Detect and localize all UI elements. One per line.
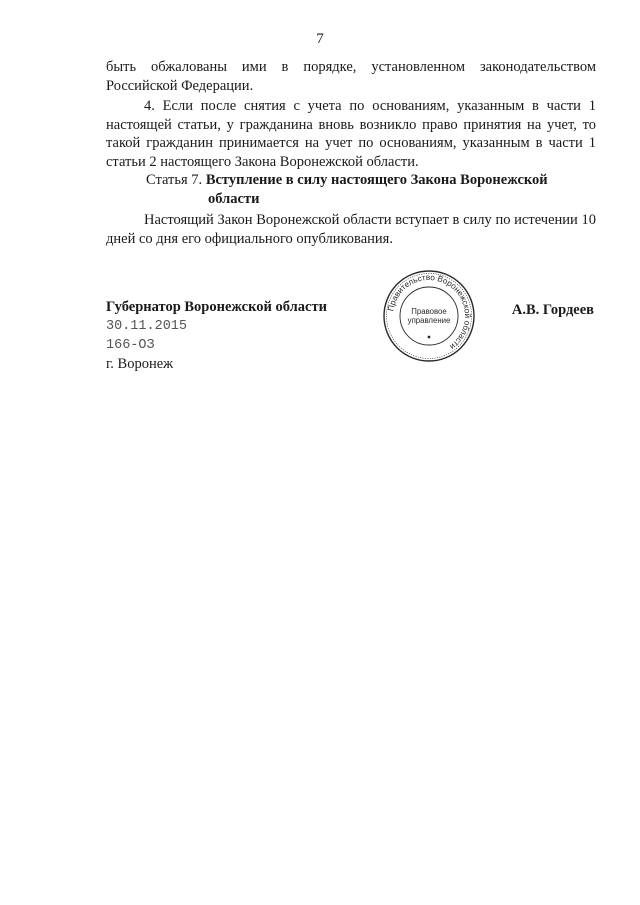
law-date: 30.11.2015: [106, 318, 188, 334]
article-title-continued: области: [208, 190, 260, 207]
signature-block: [106, 298, 327, 373]
article-heading: [146, 171, 606, 208]
seal-inner-line2: управление: [407, 316, 451, 325]
city-name: г. Воронеж: [106, 355, 174, 372]
page-number: 7: [316, 31, 324, 47]
law-number: 166-ОЗ: [106, 337, 155, 353]
paragraph-effective-date: Настоящий Закон Воронежской области вступает в силу по истечении 10 дней со дня его официального опубликования.: [106, 212, 596, 247]
seal-outer-text: Правительство Воронежской области: [386, 272, 473, 352]
official-seal: [382, 269, 476, 363]
article-number: Статья 7.: [146, 172, 203, 188]
paragraph-continuation: быть обжалованы ими в порядке, установленном законодательством Российской Федерации.: [106, 59, 596, 94]
seal-graphic: [382, 269, 476, 363]
signatory-name: А.В. Гордеев: [511, 302, 594, 318]
governor-title: Губернатор Воронежской области: [106, 299, 327, 315]
paragraph-item-4: 4. Если после снятия с учета по основаниям, указанным в части 1 настоящей статьи, у гражданина вновь возникло право принятия на учет, то такой гражданин принимается на учет по основаниям, указанным в части 1 статьи 2 настоящего Закона Воронежской области.: [106, 98, 596, 170]
seal-inner-line1: Правовое: [411, 307, 447, 316]
seal-dot-icon: [428, 336, 431, 339]
article-title: Вступление в силу настоящего Закона Воронежской: [205, 172, 548, 188]
